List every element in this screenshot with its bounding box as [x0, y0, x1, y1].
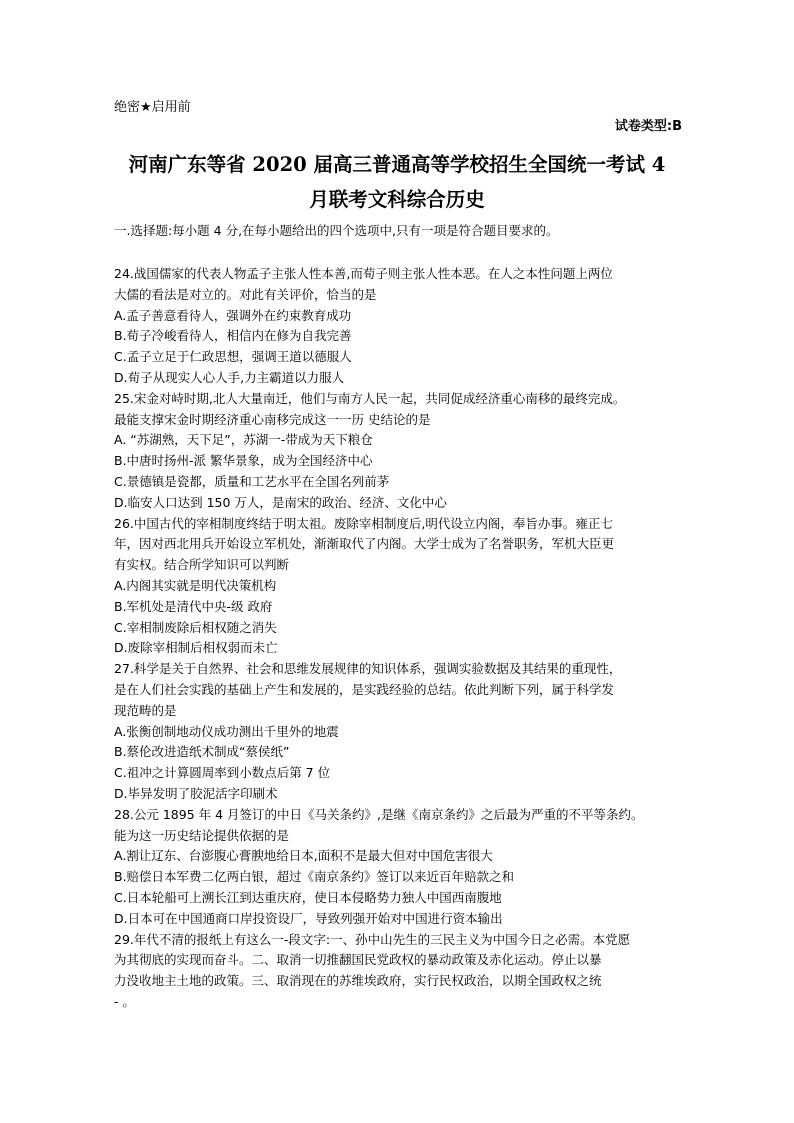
- section-instruction: 一.选择题:每小题 4 分,在每小题给出的四个选项中,只有一项是符合题目要求的。: [114, 223, 559, 238]
- answer-option: A.内阁其实就是明代决策机构: [114, 577, 277, 593]
- question-block: [114, 805, 684, 930]
- question-stem-line: 有实权。结合所学知识可以判断: [114, 557, 290, 573]
- answer-option: C.宰相制废除后相权随之消失: [114, 619, 277, 635]
- answer-option: D.毕异发明了胶泥活字印刷术: [114, 785, 278, 801]
- answer-option: C.孟子立足于仁政思想，强调王道以德服人: [114, 349, 352, 365]
- answer-option: C.景德镇是瓷都，质量和工艺水平在全国名列前茅: [114, 473, 390, 489]
- answer-option: A. “苏湖熟，天下足”，苏湖一-带成为天下粮仓: [114, 432, 373, 448]
- answer-option: D.日本可在中国通商口岸投资设厂，导致列强开始对中国进行资本输出: [114, 910, 503, 926]
- answer-option: B.荀子冷峻看待人，相信内在修为自我完善: [114, 328, 352, 344]
- answer-option: B.军机处是清代中央-级 政府: [114, 598, 273, 614]
- question-stem-line: 28.公元 1895 年 4 月签订的中日《马关条约》,是继《南京条约》之后最为严重的不平等条约。: [114, 806, 644, 822]
- question-stem-line: - 。: [114, 993, 135, 1009]
- question-stem-line: 29.年代不清的报纸上有这么一-段文字:一、孙中山先生的三民主义为中国今日之必需。本党愿: [114, 931, 631, 947]
- question-block: [114, 930, 684, 1013]
- exam-title-line-1: 河南广东等省 2020 届高三普通高等学校招生全国统一考试 4: [128, 153, 666, 176]
- question-stem-line: 为其彻底的实现而奋斗。二、取消一切推翻国民党政权的暴动政策及赤化运动。停止以暴: [114, 952, 602, 968]
- exam-title-line-2: 月联考文科综合历史: [309, 188, 485, 211]
- answer-option: B.赔偿日本军费二亿两白银，超过《南京条约》签订以来近百年赔款之和: [114, 869, 515, 885]
- answer-option: C.祖冲之计算圆周率到小数点后第 7 位: [114, 765, 331, 781]
- question-block: [114, 659, 684, 805]
- answer-option: D.荀子从现实人心人手,力主霸道以力服人: [114, 369, 345, 385]
- question-stem-line: 年，因对西北用兵开始设立军机处，渐渐取代了内阁。大学士成为了名誉职务，军机大臣更: [114, 536, 615, 552]
- question-stem-line: 26.中国古代的宰相制度终结于明太祖。废除宰相制度后,明代设立内阁，奉旨办事。雍正七: [114, 515, 613, 531]
- answer-option: A.张衡创制地动仪成功测出千里外的地震: [114, 723, 339, 739]
- answer-option: C.日本轮船可上溯长江到达重庆府，使日本侵略势力独人中国西南腹地: [114, 889, 502, 905]
- question-stem-line: 能为这一历史结论提供依据的是: [114, 827, 290, 843]
- answer-option: D.临安人口达到 150 万人，是南宋的政治、经济、文化中心: [114, 494, 447, 510]
- answer-option: A.割让辽东、台澎腹心膏腴地给日本,面积不是最大但对中国危害很大: [114, 848, 493, 864]
- answer-option: D.废除宰相制后相权弱而未亡: [114, 640, 278, 656]
- question-stem-line: 25.宋金对峙时期,北人大量南迁，他们与南方人民一起，共同促成经济重心南移的最终完成。: [114, 390, 626, 406]
- question-stem-line: 现范畴的是: [114, 702, 177, 718]
- answer-option: B.中唐时扬州-派 繁华景象，成为全国经济中心: [114, 453, 373, 469]
- answer-option: A.孟子善意看待人，强调外在约束教育成功: [114, 307, 352, 323]
- question-block: [114, 264, 684, 389]
- question-list: [114, 264, 684, 1013]
- question-block: [114, 514, 684, 660]
- question-stem-line: 27.科学是关于自然界、社会和思维发展规律的知识体系，强调实验数据及其结果的重现性，: [114, 661, 622, 677]
- question-stem-line: 大儒的看法是对立的。对此有关评价，恰当的是: [114, 286, 377, 302]
- question-stem-line: 最能支撑宋金时期经济重心南移完成这一一历 史结论的是: [114, 411, 431, 427]
- question-stem-line: 是在人们社会实践的基础上产生和发展的，是实践经验的总结。依此判断下列，属于科学发: [114, 681, 615, 697]
- answer-option: B.蔡伦改进造纸术制成“蔡侯纸”: [114, 744, 290, 760]
- secret-label: 绝密★启用前: [114, 100, 191, 115]
- question-block: [114, 389, 684, 514]
- question-stem-line: 24.战国儒家的代表人物孟子主张人性本善,而荀子则主张人性本恶。在人之本性问题上两位: [114, 266, 613, 281]
- paper-type-label: 试卷类型:B: [614, 119, 682, 134]
- question-stem-line: 力没收地主土地的政策。三、取消现在的苏维埃政府，实行民权政治，以期全国政权之统: [114, 973, 602, 989]
